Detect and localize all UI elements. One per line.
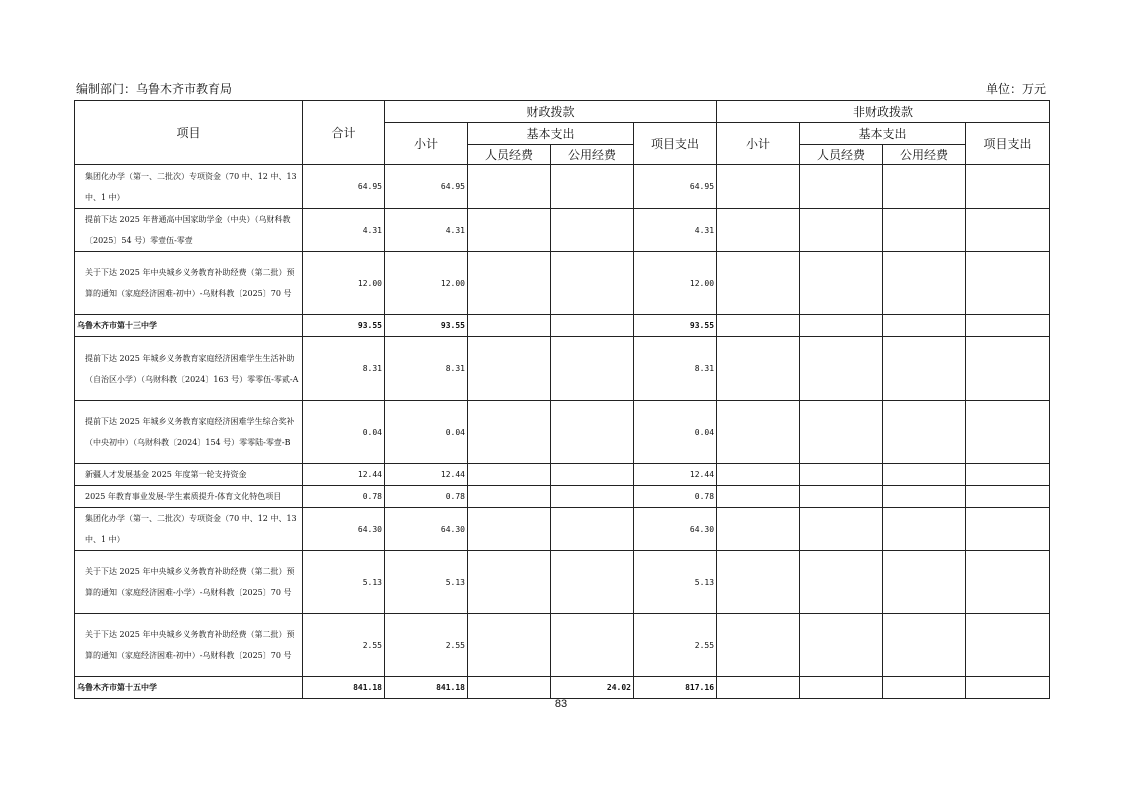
personnel-cell xyxy=(468,508,551,551)
nf-project-cell xyxy=(966,401,1050,464)
public-cell xyxy=(551,401,634,464)
fiscal-subtotal-cell: 64.30 xyxy=(385,508,468,551)
nf-subtotal-cell xyxy=(717,677,800,699)
table-row xyxy=(75,165,1050,209)
public-cell xyxy=(551,252,634,315)
fiscal-subtotal-cell: 8.31 xyxy=(385,337,468,401)
project-cell: 2.55 xyxy=(634,614,717,677)
total-cell: 12.44 xyxy=(303,464,385,486)
nf-project-cell xyxy=(966,165,1050,209)
item-name: 关于下达 2025 年中央城乡义务教育补助经费（第二批）预算的通知（家庭经济困难-初中）-乌财科教〔2025〕70 号 xyxy=(75,614,303,677)
fiscal-subtotal-cell: 841.18 xyxy=(385,677,468,699)
nf-public-cell xyxy=(883,209,966,252)
nf-public-cell xyxy=(883,551,966,614)
nf-public-cell xyxy=(883,614,966,677)
col-header-fiscal-public: 公用经费 xyxy=(551,145,634,165)
col-header-fiscal-subtotal: 小计 xyxy=(385,123,468,165)
nf-project-cell xyxy=(966,551,1050,614)
col-header-fiscal-basic: 基本支出 xyxy=(468,123,634,145)
nf-personnel-cell xyxy=(800,508,883,551)
table-row xyxy=(75,614,1050,677)
nf-subtotal-cell xyxy=(717,464,800,486)
item-name: 关于下达 2025 年中央城乡义务教育补助经费（第二批）预算的通知（家庭经济困难-初中）-乌财科教〔2025〕70 号 xyxy=(75,252,303,315)
public-cell xyxy=(551,614,634,677)
project-cell: 817.16 xyxy=(634,677,717,699)
public-cell xyxy=(551,464,634,486)
total-cell: 93.55 xyxy=(303,315,385,337)
project-cell: 0.04 xyxy=(634,401,717,464)
col-header-fiscal: 财政拨款 xyxy=(385,101,717,123)
total-cell: 0.78 xyxy=(303,486,385,508)
fiscal-subtotal-cell: 64.95 xyxy=(385,165,468,209)
total-cell: 64.30 xyxy=(303,508,385,551)
public-cell: 24.02 xyxy=(551,677,634,699)
nf-subtotal-cell xyxy=(717,401,800,464)
nf-project-cell xyxy=(966,337,1050,401)
nf-project-cell xyxy=(966,315,1050,337)
nf-personnel-cell xyxy=(800,486,883,508)
personnel-cell xyxy=(468,315,551,337)
nf-personnel-cell xyxy=(800,165,883,209)
nf-subtotal-cell xyxy=(717,614,800,677)
table-row xyxy=(75,337,1050,401)
nf-public-cell xyxy=(883,508,966,551)
nf-project-cell xyxy=(966,252,1050,315)
col-header-nonfiscal: 非财政拨款 xyxy=(717,101,1050,123)
total-cell: 8.31 xyxy=(303,337,385,401)
personnel-cell xyxy=(468,464,551,486)
fiscal-subtotal-cell: 12.00 xyxy=(385,252,468,315)
personnel-cell xyxy=(468,209,551,252)
personnel-cell xyxy=(468,337,551,401)
col-header-nonfiscal-subtotal: 小计 xyxy=(717,123,800,165)
nf-subtotal-cell xyxy=(717,337,800,401)
table-row xyxy=(75,209,1050,252)
col-header-fiscal-project: 项目支出 xyxy=(634,123,717,165)
personnel-cell xyxy=(468,252,551,315)
public-cell xyxy=(551,508,634,551)
project-cell: 8.31 xyxy=(634,337,717,401)
total-cell: 4.31 xyxy=(303,209,385,252)
nf-subtotal-cell xyxy=(717,508,800,551)
nf-public-cell xyxy=(883,252,966,315)
nf-project-cell xyxy=(966,614,1050,677)
personnel-cell xyxy=(468,486,551,508)
nf-personnel-cell xyxy=(800,551,883,614)
fiscal-subtotal-cell: 2.55 xyxy=(385,614,468,677)
nf-public-cell xyxy=(883,337,966,401)
item-name: 集团化办学（第一、二批次）专项资金（70 中、12 中、13 中、1 中） xyxy=(75,508,303,551)
col-header-fiscal-personnel: 人员经费 xyxy=(468,145,551,165)
nf-subtotal-cell xyxy=(717,252,800,315)
project-cell: 0.78 xyxy=(634,486,717,508)
personnel-cell xyxy=(468,614,551,677)
nf-personnel-cell xyxy=(800,464,883,486)
school-name: 乌鲁木齐市第十三中学 xyxy=(75,315,303,337)
table-row xyxy=(75,252,1050,315)
project-cell: 64.95 xyxy=(634,165,717,209)
total-cell: 12.00 xyxy=(303,252,385,315)
nf-personnel-cell xyxy=(800,252,883,315)
col-header-nonfiscal-project: 项目支出 xyxy=(966,123,1050,165)
personnel-cell xyxy=(468,551,551,614)
total-cell: 64.95 xyxy=(303,165,385,209)
project-cell: 93.55 xyxy=(634,315,717,337)
total-cell: 5.13 xyxy=(303,551,385,614)
nf-personnel-cell xyxy=(800,209,883,252)
nf-personnel-cell xyxy=(800,315,883,337)
nf-project-cell xyxy=(966,209,1050,252)
nf-personnel-cell xyxy=(800,401,883,464)
total-cell: 841.18 xyxy=(303,677,385,699)
school-name: 乌鲁木齐市第十五中学 xyxy=(75,677,303,699)
item-name: 提前下达 2025 年城乡义务教育家庭经济困难学生综合奖补（中央初中）（乌财科教〔2024〕154 号）零零陆-零壹-B xyxy=(75,401,303,464)
personnel-cell xyxy=(468,677,551,699)
unit-label: 单位：万元 xyxy=(985,82,1046,96)
table-row xyxy=(75,486,1050,508)
public-cell xyxy=(551,337,634,401)
nf-project-cell xyxy=(966,508,1050,551)
col-header-nonfiscal-public: 公用经费 xyxy=(883,145,966,165)
table-row xyxy=(75,508,1050,551)
project-cell: 64.30 xyxy=(634,508,717,551)
table-row xyxy=(75,401,1050,464)
nf-personnel-cell xyxy=(800,677,883,699)
col-header-total: 合计 xyxy=(303,101,385,165)
nf-subtotal-cell xyxy=(717,486,800,508)
nf-project-cell xyxy=(966,464,1050,486)
school-total-row xyxy=(75,315,1050,337)
nf-subtotal-cell xyxy=(717,165,800,209)
nf-public-cell xyxy=(883,486,966,508)
public-cell xyxy=(551,315,634,337)
nf-public-cell xyxy=(883,464,966,486)
fiscal-subtotal-cell: 93.55 xyxy=(385,315,468,337)
fiscal-subtotal-cell: 0.78 xyxy=(385,486,468,508)
public-cell xyxy=(551,165,634,209)
fiscal-subtotal-cell: 5.13 xyxy=(385,551,468,614)
fiscal-subtotal-cell: 4.31 xyxy=(385,209,468,252)
col-header-item: 项目 xyxy=(75,101,303,165)
total-cell: 2.55 xyxy=(303,614,385,677)
nf-public-cell xyxy=(883,401,966,464)
nf-personnel-cell xyxy=(800,337,883,401)
public-cell xyxy=(551,209,634,252)
personnel-cell xyxy=(468,401,551,464)
nf-project-cell xyxy=(966,486,1050,508)
fiscal-subtotal-cell: 12.44 xyxy=(385,464,468,486)
table-row xyxy=(75,551,1050,614)
personnel-cell xyxy=(468,165,551,209)
page-number: 83 xyxy=(554,698,568,710)
table-row xyxy=(75,464,1050,486)
public-cell xyxy=(551,486,634,508)
nf-subtotal-cell xyxy=(717,551,800,614)
fiscal-subtotal-cell: 0.04 xyxy=(385,401,468,464)
item-name: 提前下达 2025 年普通高中国家助学金（中央）（乌财科教〔2025〕54 号）零壹伍-零壹 xyxy=(75,209,303,252)
item-name: 集团化办学（第一、二批次）专项资金（70 中、12 中、13 中、1 中） xyxy=(75,165,303,209)
project-cell: 5.13 xyxy=(634,551,717,614)
nf-subtotal-cell xyxy=(717,315,800,337)
total-cell: 0.04 xyxy=(303,401,385,464)
project-cell: 12.00 xyxy=(634,252,717,315)
item-name: 关于下达 2025 年中央城乡义务教育补助经费（第二批）预算的通知（家庭经济困难-小学）-乌财科教〔2025〕70 号 xyxy=(75,551,303,614)
department-label: 编制部门：乌鲁木齐市教育局 xyxy=(76,82,233,96)
nf-public-cell xyxy=(883,165,966,209)
item-name: 2025 年教育事业发展-学生素质提升-体育文化特色项目 xyxy=(75,486,303,508)
nf-subtotal-cell xyxy=(717,209,800,252)
col-header-nonfiscal-basic: 基本支出 xyxy=(800,123,966,145)
budget-table xyxy=(74,100,1050,699)
project-cell: 12.44 xyxy=(634,464,717,486)
school-total-row xyxy=(75,677,1050,699)
project-cell: 4.31 xyxy=(634,209,717,252)
public-cell xyxy=(551,551,634,614)
nf-personnel-cell xyxy=(800,614,883,677)
col-header-nonfiscal-personnel: 人员经费 xyxy=(800,145,883,165)
nf-public-cell xyxy=(883,677,966,699)
item-name: 新疆人才发展基金 2025 年度第一轮支持资金 xyxy=(75,464,303,486)
item-name: 提前下达 2025 年城乡义务教育家庭经济困难学生生活补助（自治区小学）（乌财科教〔2024〕163 号）零零伍-零贰-A xyxy=(75,337,303,401)
nf-public-cell xyxy=(883,315,966,337)
nf-project-cell xyxy=(966,677,1050,699)
